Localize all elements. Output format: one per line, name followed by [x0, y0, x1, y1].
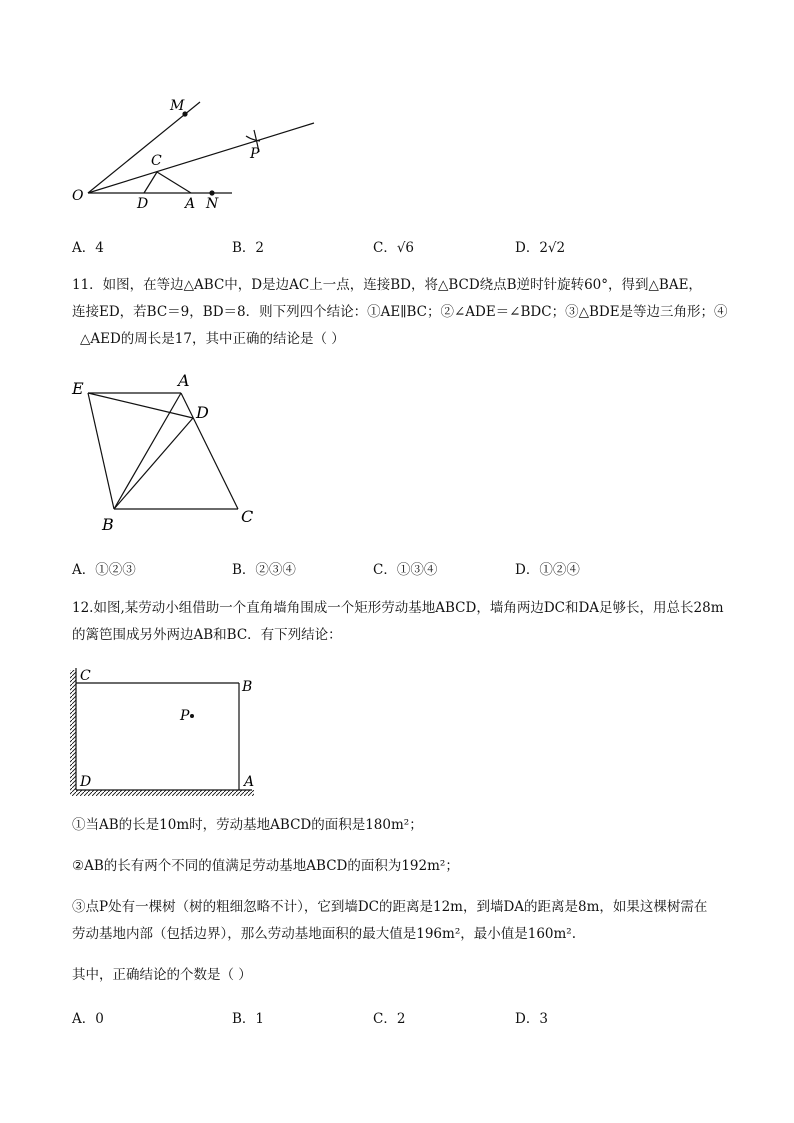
label-e: E — [72, 379, 84, 398]
label-d: D — [80, 774, 92, 790]
q11-option-d[interactable]: D．①②④ — [515, 562, 580, 578]
label-b: B — [102, 515, 114, 534]
segment-ca — [157, 172, 191, 193]
q12-option-c[interactable]: C．2 — [373, 1011, 406, 1027]
q12-line-2: 的篱笆围成另外两边AB和BC．有下列结论： — [72, 627, 342, 643]
q11-line-3: △AED的周长是17，其中正确的结论是（ ） — [80, 331, 345, 347]
q11-option-b[interactable]: B．②③④ — [232, 562, 296, 578]
segment-ac — [181, 393, 238, 509]
q12-statement-1: ①当AB的长是10m时，劳动基地ABCD的面积是180m²； — [72, 817, 423, 833]
q12-option-a[interactable]: A．0 — [72, 1011, 104, 1027]
figure-rectangle-garden — [64, 664, 264, 800]
point-p-dot — [190, 714, 194, 718]
label-d: D — [137, 196, 149, 212]
wall-da-hatch — [70, 790, 254, 796]
label-a: A — [185, 196, 196, 212]
arc-mark-1 — [246, 136, 260, 141]
label-m: M — [170, 98, 185, 114]
label-c: C — [80, 668, 91, 684]
q11-option-c[interactable]: C．①③④ — [373, 562, 438, 578]
label-p: P — [180, 708, 190, 724]
q11-option-a[interactable]: A．①②③ — [72, 562, 136, 578]
ray-op — [88, 123, 314, 193]
q12-option-b[interactable]: B．1 — [232, 1011, 265, 1027]
q12-option-d[interactable]: D．3 — [515, 1011, 548, 1027]
label-a: A — [244, 774, 255, 790]
q10-option-b[interactable]: B．2 — [232, 240, 265, 256]
q12-line-1: 12.如图,某劳动小组借助一个直角墙角围成一个矩形劳动基地ABCD，墙角两边DC和DA足够长，用总长28m — [72, 600, 724, 616]
q10-option-d[interactable]: D．2√2 — [515, 240, 566, 256]
q12-statement-3b: 劳动基地内部（包括边界），那么劳动基地面积的最大值是196m²，最小值是160m². — [72, 926, 577, 942]
figure-rotation — [66, 368, 266, 538]
point-n-dot — [209, 190, 214, 195]
label-a: A — [178, 371, 190, 390]
segment-ab — [114, 393, 181, 509]
label-p: P — [250, 146, 260, 162]
q10-option-c[interactable]: C．√6 — [373, 240, 415, 256]
segment-bd — [114, 418, 193, 509]
wall-dc-hatch — [70, 670, 76, 790]
label-c: C — [241, 507, 254, 526]
label-d: D — [196, 403, 209, 422]
segment-ed — [88, 393, 193, 418]
q12-statement-2: ②AB的长有两个不同的值满足劳动基地ABCD的面积为192m²； — [72, 858, 459, 874]
label-c: C — [151, 153, 162, 169]
figure-angle-construction — [60, 90, 330, 220]
segment-eb — [88, 393, 114, 509]
q12-statement-3a: ③点P处有一棵树（树的粗细忽略不计），它到墙DC的距离是12m，到墙DA的距离是8m，如果这棵树需在 — [72, 899, 708, 915]
label-b: B — [242, 679, 253, 695]
label-n: N — [206, 196, 219, 212]
q10-option-a[interactable]: A．4 — [72, 240, 104, 256]
q11-line-1: 11．如图，在等边△ABC中，D是边AC上一点，连接BD，将△BCD绕点B逆时针旋转60°，得到△BAE， — [72, 277, 702, 293]
q11-line-2: 连接ED，若BC＝9，BD＝8．则下列四个结论：①AE∥BC；②∠ADE＝∠BDC；③△BDE是等边三角形；④ — [72, 304, 728, 320]
label-o: O — [72, 188, 84, 204]
q12-question: 其中，正确结论的个数是（ ） — [72, 967, 252, 983]
